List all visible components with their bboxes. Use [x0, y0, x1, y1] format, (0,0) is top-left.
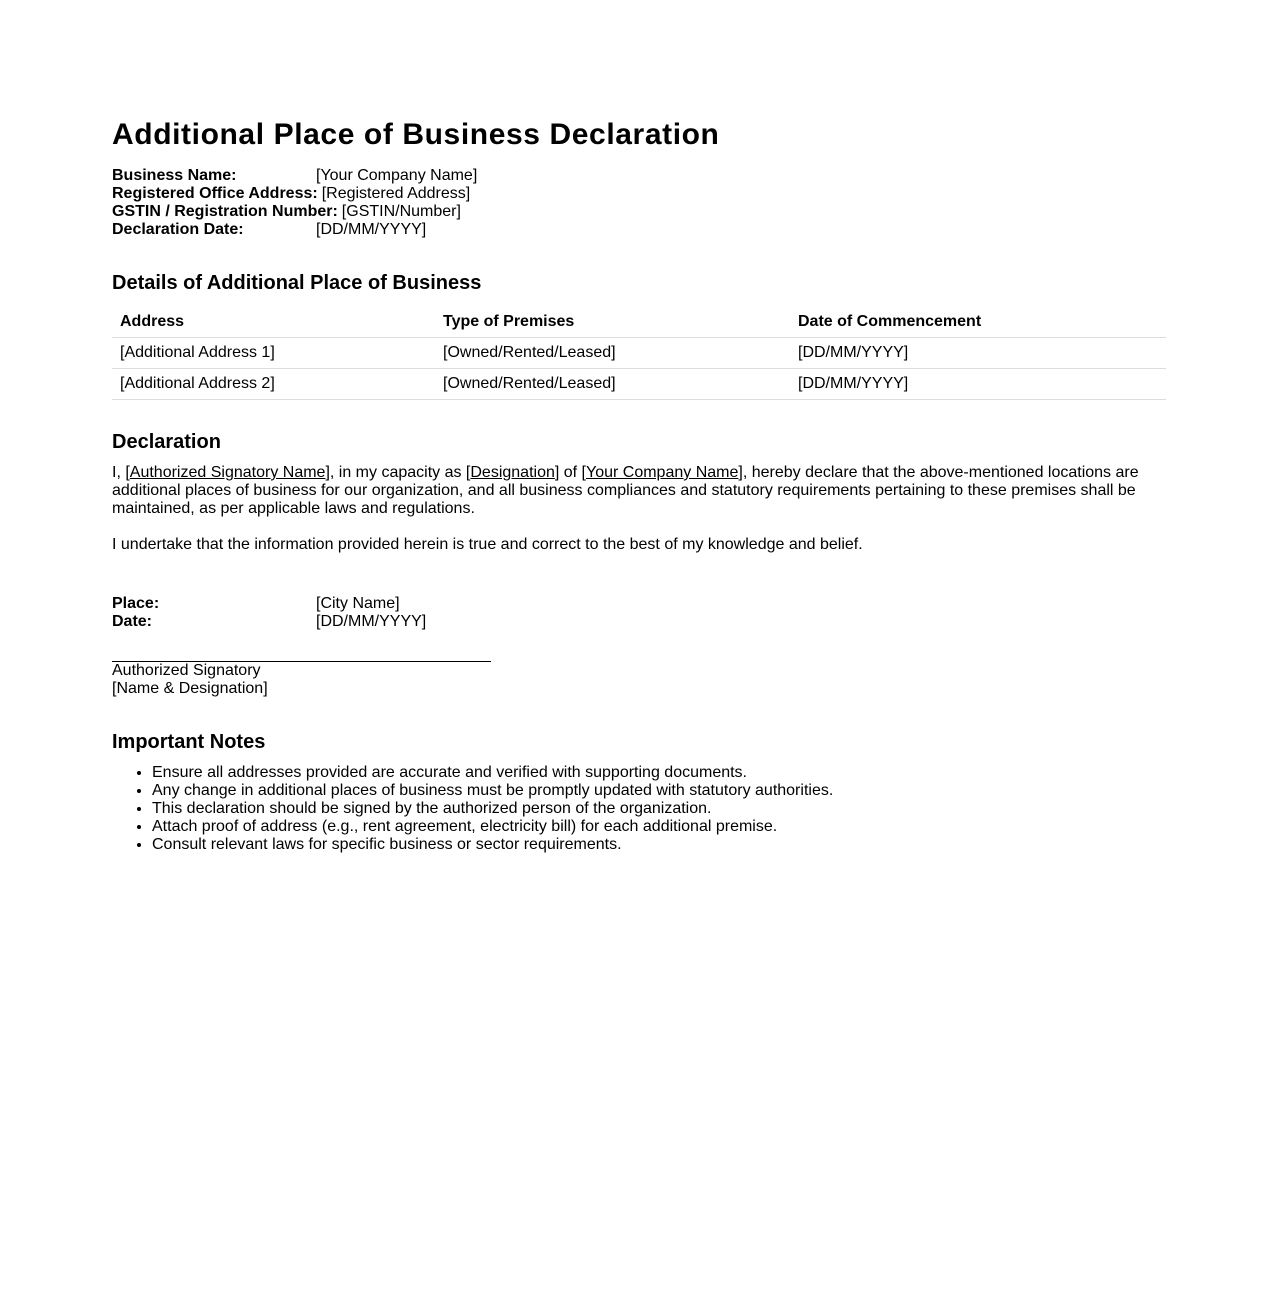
column-header-address: Address — [112, 309, 435, 338]
date-row — [112, 613, 1166, 631]
declaration-text-part2: ], in my capacity as [ — [325, 464, 471, 481]
business-name-row — [112, 167, 1166, 185]
undertaking-paragraph: I undertake that the information provided herein is true and correct to the best of my knowledge and belief. — [112, 536, 863, 553]
details-heading: Details of Additional Place of Business — [112, 272, 482, 294]
gstin-value: [GSTIN/Number] — [341, 203, 461, 220]
table-header-row — [112, 309, 1166, 338]
page-title: Additional Place of Business Declaration — [112, 118, 720, 151]
business-info — [112, 167, 1166, 239]
place-label: Place: — [112, 595, 160, 612]
company-name-placeholder: Your Company Name — [586, 464, 739, 481]
signatory-name-placeholder: Authorized Signatory Name — [129, 464, 326, 481]
business-name-label: Business Name: — [112, 167, 237, 184]
date-value: [DD/MM/YYYY] — [316, 613, 427, 630]
list-item: • This declaration should be signed by the authorized person of the organization. — [152, 800, 1166, 818]
gstin-label: GSTIN / Registration Number: — [112, 203, 338, 220]
table-row — [112, 369, 1166, 400]
table-row — [112, 338, 1166, 369]
declaration-date-label: Declaration Date: — [112, 221, 244, 238]
place-date-block — [112, 595, 1166, 631]
list-item: • Any change in additional places of business must be promptly updated with statutory authorities. — [152, 782, 1166, 800]
business-name-value: [Your Company Name] — [316, 167, 478, 184]
declaration-text-part3: ] of [ — [554, 464, 586, 481]
date-label: Date: — [112, 613, 153, 630]
notes-list — [112, 764, 1166, 854]
address-cell: [Additional Address 2] — [112, 369, 435, 400]
designation-placeholder: Designation — [470, 464, 555, 481]
registered-address-row — [112, 185, 1166, 203]
gstin-row — [112, 203, 1166, 221]
commencement-date-cell: [DD/MM/YYYY] — [790, 369, 1166, 400]
place-value: [City Name] — [316, 595, 400, 612]
document-page — [112, 0, 1166, 854]
declaration-heading: Declaration — [112, 431, 221, 453]
premises-type-cell: [Owned/Rented/Leased] — [435, 338, 790, 369]
place-row — [112, 595, 1166, 613]
list-item: • Consult relevant laws for specific business or sector requirements. — [152, 836, 1166, 854]
premises-type-cell: [Owned/Rented/Leased] — [435, 369, 790, 400]
signatory-name-designation: [Name & Designation] — [112, 680, 268, 697]
notes-heading: Important Notes — [112, 731, 266, 753]
declaration-date-row — [112, 221, 1166, 239]
declaration-text-part1: I, [ — [112, 464, 130, 481]
declaration-text-part4: ], hereby declare that the above-mentioned locations are additional places of business for our organization, and all business compliances and statutory requirements pertaining to these premises shall be maintained, as per applicable laws and regulations. — [112, 464, 1139, 517]
signatory-title: Authorized Signatory — [112, 662, 261, 679]
list-item: • Attach proof of address (e.g., rent agreement, electricity bill) for each additional premise. — [152, 818, 1166, 836]
declaration-date-value: [DD/MM/YYYY] — [316, 221, 427, 238]
column-header-type-of-premises: Type of Premises — [435, 309, 790, 338]
declaration-paragraph — [112, 464, 1166, 518]
registered-address-value: [Registered Address] — [321, 185, 471, 202]
registered-address-label: Registered Office Address: — [112, 185, 318, 202]
additional-places-table — [112, 309, 1166, 400]
address-cell: [Additional Address 1] — [112, 338, 435, 369]
column-header-date-of-commencement: Date of Commencement — [790, 309, 1166, 338]
list-item: • Ensure all addresses provided are accurate and verified with supporting documents. — [152, 764, 1166, 782]
commencement-date-cell: [DD/MM/YYYY] — [790, 338, 1166, 369]
